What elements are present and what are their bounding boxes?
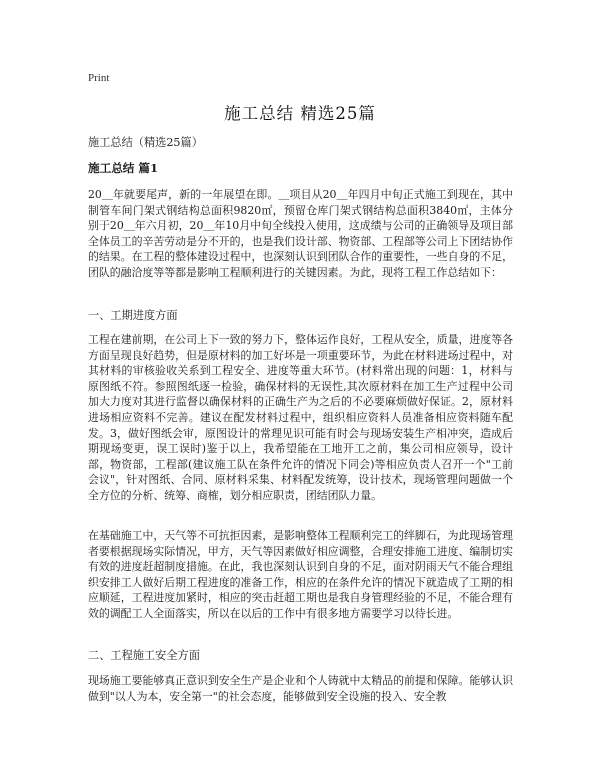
paragraph-intro: 20＿年就要尾声，新的一年展望在即。＿项目从20＿年四月中旬正式施工到现在，其中制管车间门架式钢结构总面积9820㎡，预留仓库门架式钢结构总面积3840㎡，主体分别于20＿年六月初，20＿年10月中旬全线投入使用，这成绩与公司的正确领导及项目部全体员工的辛苦劳动是分不开的，也是我们设计部、物资部、工程部等公司上下团结协作的结果。在工程的整体建设过程中，也深刻认识到团队合作的重要性，一些自身的不足，团队的融洽度等等都是影响工程顺利进行的关键因素。为此，现将工程工作总结如下：: [88, 188, 513, 279]
heading-safety: 二、工程施工安全方面: [88, 649, 200, 662]
heading-schedule: 一、工期进度方面: [88, 309, 178, 322]
paragraph-safety: 现场施工要能够真正意识到安全生产是企业和个人铸就中太精品的前提和保障。能够认识做到"以人为本，安全第一"的社会态度，能够做到安全设施的投入、安全教: [88, 674, 513, 703]
document-subtitle: 施工总结（精选25篇）: [88, 136, 203, 149]
section-heading: 施工总结 篇1: [88, 161, 159, 175]
paragraph-weather: 在基础施工中，天气等不可抗拒因素，是影响整体工程顺利完工的绊脚石，为此现场管理者要根据现场实际情况，甲方，天气等因素做好相应调整，合理安排施工进度、编制切实有效的进度赶超制度措施。在此，我也深刻认识到自身的不足，面对阴雨天气不能合理组织安排工人做好后期工程进度的准备工作，相应的在条件允许的情况下就造成了工期的相应顺延，工程进度加紧时，相应的突击赶超工期也是我自身管理经验的不足，不能合理有效的调配工人全面落实，所以在以后的工作中有很多地方需要学习以待长进。: [88, 529, 513, 620]
print-label: Print: [88, 72, 110, 84]
document-title: 施工总结 精选25篇: [224, 104, 376, 123]
paragraph-materials: 工程在建前期，在公司上下一致的努力下，整体运作良好，工程从安全，质量，进度等各方面呈现良好趋势，但是原材料的加工好坏是一项重要环节，为此在材料进场过程中，对其材料的审核验收关系到工程安全、进度等重大环节。(材料常出现的问题：1，材料与原图纸不符。参照图纸逐一检验，确保材料的无误性,其次原材料在加工生产过程中公司加大力度对其进行监督以确保材料的正确生产为之后的不必要麻烦做好保证。2，原材料进场相应资料不完善。建议在配发材料过程中，组织相应资料人员准备相应资料随车配发。3，做好图纸会审，原图设计的常理见识可能有时会与现场安装生产相冲突，造成后期现场变更，误工误时)鉴于以上，我希望能在工地开工之前，集公司相应领导，设计部，物资部，工程部(建议施工队在条件允许的情况下同会)等相应负责人召开一个"工前会议"，针对图纸、合同、原材料采集、材料配发统筹，设计技术，现场管理问题做一个全方位的分析、统筹、商榷，划分相应职责，团结团队力量。: [88, 333, 513, 502]
